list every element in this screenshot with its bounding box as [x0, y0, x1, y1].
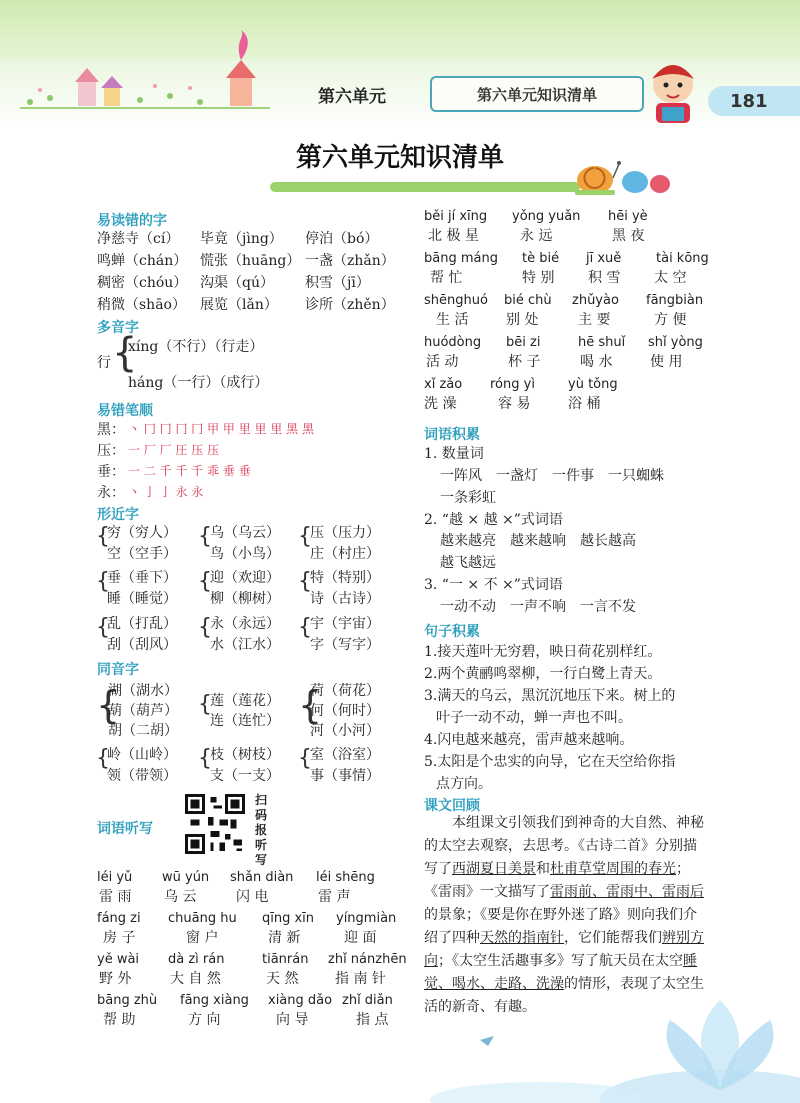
- stroke-sequence: 丶 冂 冂 冂 冂 甲 甲 里 里 里 黑 黑: [128, 422, 314, 436]
- similar-word: 柳（柳树）: [210, 591, 280, 607]
- pinyin: léi shēng: [316, 870, 375, 885]
- pinyin: hēi yè: [608, 209, 648, 224]
- brace: {: [298, 569, 312, 594]
- review-text: ；《雷雨》一文描写了: [424, 861, 690, 900]
- pinyin: chuāng hu: [168, 911, 237, 926]
- word: 方 便: [654, 312, 687, 328]
- word: 永 远: [520, 228, 553, 244]
- dictation-word: 野 外: [99, 971, 132, 987]
- dictation-word: 向 导: [276, 1012, 309, 1028]
- similar-word: 特（特别）: [310, 570, 380, 586]
- snail-illustration: [565, 148, 675, 198]
- title-underline: [270, 182, 580, 192]
- word: 使 用: [650, 354, 683, 370]
- pinyin: bié chù: [504, 293, 552, 308]
- pinyin: wū yún: [162, 870, 210, 885]
- pinyin: shǐ yòng: [648, 335, 703, 350]
- review-highlight: 杜甫草堂周围的春光: [550, 861, 676, 877]
- pinyin: fáng zi: [97, 911, 141, 926]
- similar-word: 穷（穷人）: [107, 525, 177, 541]
- brace: {: [198, 569, 212, 594]
- brace: {: [298, 683, 323, 727]
- word: 太 空: [654, 270, 687, 286]
- stroke-sequence: 一 二 千 千 千 乖 垂 垂: [128, 464, 251, 478]
- brace: {: [96, 683, 121, 727]
- pinyin: yù tǒng: [568, 377, 618, 392]
- pinyin: shǎn diàn: [230, 870, 294, 885]
- pinyin: tài kōng: [656, 251, 709, 266]
- homophone-heading: 同音字: [97, 662, 139, 678]
- dictation-word: 雷 雨: [99, 889, 132, 905]
- vocab-subheading: 3. “一 × 不 ×”式词语: [424, 577, 563, 593]
- pinyin: fāng xiàng: [180, 993, 249, 1008]
- review-highlight: 雷雨前、雷雨中、雷雨后: [550, 884, 704, 900]
- misread-word: 鸣蝉（chán）: [97, 253, 188, 269]
- homophone-word: 葫（葫芦）: [108, 703, 178, 719]
- homophone-word: 河（小河）: [310, 723, 380, 739]
- dictation-word: 大 自 然: [170, 971, 221, 987]
- vocab-subheading: 1. 数量词: [424, 446, 484, 462]
- homophone-word: 胡（二胡）: [108, 723, 178, 739]
- dictation-word: 雷 声: [318, 889, 351, 905]
- homophone-word: 莲（莲花）: [210, 693, 280, 709]
- page-title: 第六单元知识清单: [295, 143, 504, 173]
- dictation-word: 帮 助: [103, 1012, 136, 1028]
- stroke-char: 垂：: [97, 464, 125, 480]
- brace: {: [96, 524, 110, 549]
- stroke-sequence: 一 厂 厂 圧 压 压: [128, 443, 220, 457]
- misread-word: 慌张（huāng）: [200, 253, 301, 269]
- review-highlight: 西湖夏日美景: [452, 861, 536, 877]
- vocab-subheading: 2. “越 × 越 ×”式词语: [424, 512, 563, 528]
- homophone-word: 湖（湖水）: [108, 683, 178, 699]
- word: 杯 子: [508, 354, 541, 370]
- cartoon-kid-illustration: [640, 55, 706, 125]
- word: 喝 水: [580, 354, 613, 370]
- similar-word: 诗（古诗）: [310, 591, 380, 607]
- word: 主 要: [578, 312, 611, 328]
- homophone-word: 事（事情）: [310, 768, 380, 784]
- misread-word: 停泊（bó）: [305, 231, 379, 247]
- misread-word: 稍微（shāo）: [97, 297, 186, 313]
- polyphone-reading: háng（一行）（成行）: [128, 375, 269, 391]
- brace: {: [298, 524, 312, 549]
- similar-word: 刮（刮风）: [107, 637, 177, 653]
- homophone-word: 支（一支）: [210, 768, 280, 784]
- brace: {: [96, 746, 110, 771]
- qr-scan-label: 扫码报听写: [255, 793, 268, 867]
- misread-word: 积雪（jī）: [305, 275, 370, 291]
- word: 积 雪: [588, 270, 621, 286]
- similar-word: 字（写字）: [310, 637, 380, 653]
- sentence: 叶子一动不动，蝉一声也不叫。: [436, 710, 632, 726]
- word: 浴 桶: [568, 396, 601, 412]
- pinyin: shēnghuó: [424, 293, 488, 308]
- brace: {: [198, 615, 212, 640]
- misread-word: 展览（lǎn）: [200, 297, 278, 313]
- dictation-word: 指 南 针: [335, 971, 386, 987]
- review-text: 的景象；《要是你在野外迷了路》则向我们介绍了四种: [424, 907, 697, 946]
- misread-word: 沟渠（qú）: [200, 275, 274, 291]
- pinyin: yíngmiàn: [336, 911, 397, 926]
- review-text: 本组课文引领我们到神奇的大自然、神秘的太空去观察，去思考。《古诗二首》分别描写了: [424, 815, 704, 877]
- sentence: 1.接天莲叶无穷碧，映日荷花别样红。: [424, 644, 662, 660]
- pinyin: bāng máng: [424, 251, 498, 266]
- similar-heading: 形近字: [97, 507, 139, 523]
- review-highlight: 睡觉、喝水、走路、洗澡: [424, 953, 697, 992]
- homophone-word: 岭（山岭）: [107, 747, 177, 763]
- page-number: 181: [708, 86, 800, 116]
- pinyin: tè bié: [522, 251, 560, 266]
- review-highlight: 辨别方向: [424, 930, 704, 969]
- sentence: 点方向。: [436, 776, 492, 792]
- vocab-list: 越飞越远: [440, 555, 496, 571]
- dictation-word: 闪 电: [236, 889, 269, 905]
- brace: {: [96, 615, 110, 640]
- unit-label: 第六单元: [318, 87, 386, 107]
- pinyin: yě wài: [97, 952, 140, 967]
- brace: {: [298, 615, 312, 640]
- pinyin: hē shuǐ: [578, 335, 626, 350]
- similar-word: 空（空手）: [107, 546, 177, 562]
- word: 黑 夜: [612, 228, 645, 244]
- header-scroll-title: 第六单元知识清单: [430, 76, 644, 112]
- page-header: [0, 0, 800, 130]
- word: 生 活: [436, 312, 469, 328]
- dictation-word: 清 新: [268, 930, 301, 946]
- dictation-heading: 词语听写: [97, 821, 153, 837]
- misread-word: 一盏（zhǎn）: [305, 253, 395, 269]
- dictation-word: 指 点: [356, 1012, 389, 1028]
- similar-word: 垂（垂下）: [107, 570, 177, 586]
- pinyin: yǒng yuǎn: [512, 209, 581, 224]
- polyphone-reading: xíng（不行）（行走）: [128, 339, 264, 355]
- homophone-word: 连（连忙）: [210, 713, 280, 729]
- similar-word: 水（江水）: [210, 637, 280, 653]
- review-text: ，它们能帮我们: [564, 930, 662, 946]
- similar-word: 永（永远）: [210, 616, 280, 632]
- similar-word: 睡（睡觉）: [107, 591, 177, 607]
- stroke-char: 黑：: [97, 422, 125, 438]
- similar-word: 乱（打乱）: [107, 616, 177, 632]
- stroke-sequence: 丶 亅 亅 永 永: [128, 485, 204, 499]
- brace: {: [198, 692, 212, 717]
- misread-word: 稠密（chóu）: [97, 275, 188, 291]
- pinyin: zhǐ nánzhēn: [328, 952, 407, 967]
- pinyin: běi jí xīng: [424, 209, 488, 224]
- stroke-char: 压：: [97, 443, 125, 459]
- vocab-list: 一动不动 一声不响 一言不发: [440, 599, 636, 615]
- similar-word: 宇（宇宙）: [310, 616, 380, 632]
- pinyin: léi yǔ: [97, 870, 133, 885]
- stroke-char: 永：: [97, 485, 125, 501]
- similar-word: 压（压力）: [310, 525, 380, 541]
- brace: {: [298, 746, 312, 771]
- word: 别 处: [506, 312, 539, 328]
- qr-code-icon[interactable]: [185, 794, 245, 854]
- pinyin: dà zì rán: [168, 952, 225, 967]
- misread-word: 诊所（zhěn）: [305, 297, 395, 313]
- review-heading: 课文回顾: [424, 798, 480, 814]
- sentence: 5.太阳是个忠实的向导，它在天空给你指: [424, 754, 676, 770]
- lotus-decoration: [420, 950, 800, 1103]
- pinyin: bēi zi: [506, 335, 541, 350]
- cottage-decoration: [20, 30, 270, 120]
- word: 活 动: [426, 354, 459, 370]
- vocab-list: 越来越亮 越来越响 越长越高: [440, 533, 636, 549]
- homophone-word: 室（浴室）: [310, 747, 380, 763]
- pinyin: xǐ zǎo: [424, 377, 463, 392]
- polyphone-heading: 多音字: [97, 320, 139, 336]
- word: 北 极 星: [428, 228, 479, 244]
- dictation-word: 天 然: [266, 971, 299, 987]
- misread-word: 毕竟（jìng）: [200, 231, 283, 247]
- pinyin: zhǐ diǎn: [342, 993, 393, 1008]
- sentence: 2.两个黄鹂鸣翠柳，一行白鹭上青天。: [424, 666, 662, 682]
- similar-word: 庄（村庄）: [310, 546, 380, 562]
- easy-misread-heading: 易读错的字: [97, 213, 167, 229]
- sentence: 3.满天的乌云，黑沉沉地压下来。树上的: [424, 688, 676, 704]
- similar-word: 鸟（小鸟）: [210, 546, 280, 562]
- review-text: ；《太空生活趣事多》写了航天员在太空: [438, 953, 683, 969]
- pinyin: huódòng: [424, 335, 482, 350]
- word: 洗 澡: [424, 396, 457, 412]
- word: 容 易: [498, 396, 531, 412]
- pinyin: qīng xīn: [262, 911, 315, 926]
- pinyin: fāngbiàn: [646, 293, 704, 308]
- brace: {: [198, 524, 212, 549]
- homophone-word: 枝（树枝）: [210, 747, 280, 763]
- sentences-heading: 句子积累: [424, 624, 480, 640]
- homophone-word: 何（何时）: [310, 703, 380, 719]
- pinyin: róng yì: [490, 377, 535, 392]
- strokes-heading: 易错笔顺: [97, 403, 153, 419]
- dictation-word: 迎 面: [344, 930, 377, 946]
- vocab-heading: 词语积累: [424, 427, 480, 443]
- polyphone-char: 行: [97, 355, 111, 371]
- word: 特 别: [522, 270, 555, 286]
- similar-word: 迎（欢迎）: [210, 570, 280, 586]
- sentence: 4.闪电越来越亮，雷声越来越响。: [424, 732, 634, 748]
- pinyin: zhǔyào: [572, 293, 619, 308]
- vocab-list: 一条彩虹: [440, 490, 496, 506]
- dictation-word: 方 向: [188, 1012, 221, 1028]
- word: 帮 忙: [430, 270, 463, 286]
- pinyin: jī xuě: [586, 251, 622, 266]
- brace: {: [112, 330, 138, 376]
- review-highlight: 天然的指南针: [480, 930, 564, 946]
- brace: {: [198, 746, 212, 771]
- dictation-word: 窗 户: [186, 930, 219, 946]
- pinyin: tiānrán: [262, 952, 309, 967]
- dictation-word: 房 子: [103, 930, 136, 946]
- homophone-word: 荷（荷花）: [310, 683, 380, 699]
- brace: {: [96, 569, 110, 594]
- review-text: 和: [536, 861, 550, 877]
- homophone-word: 领（带领）: [107, 768, 177, 784]
- vocab-list: 一阵风 一盏灯 一件事 一只蜘蛛: [440, 468, 664, 484]
- pinyin: bāng zhù: [97, 993, 158, 1008]
- misread-word: 净慈寺（cí）: [97, 231, 180, 247]
- pinyin: xiàng dǎo: [268, 993, 333, 1008]
- similar-word: 乌（乌云）: [210, 525, 280, 541]
- review-text: 的情形，表现了太空生活的新奇、有趣。: [424, 976, 704, 1015]
- dictation-word: 乌 云: [164, 889, 197, 905]
